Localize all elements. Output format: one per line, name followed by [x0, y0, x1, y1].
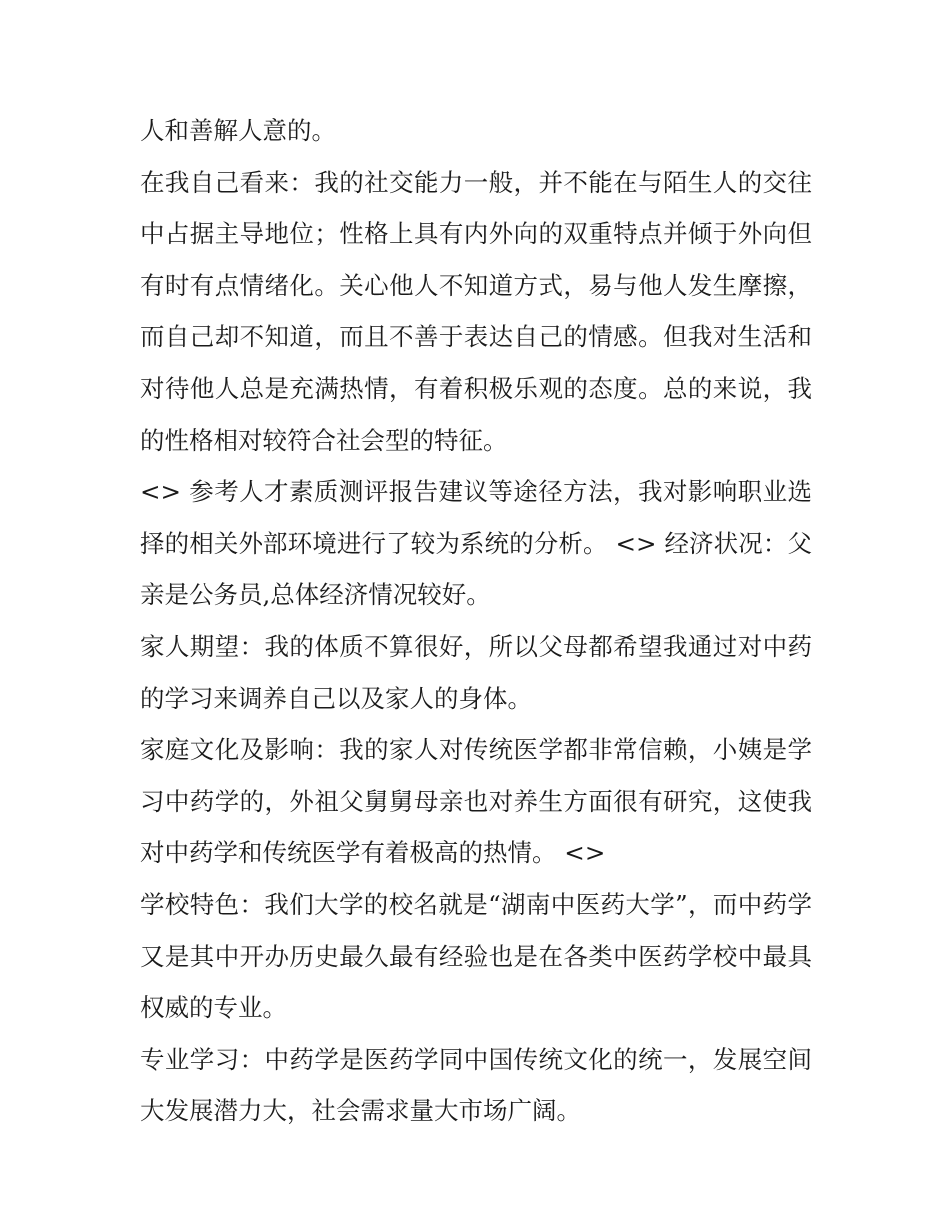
text-line: 习中药学的，外祖父舅舅母亲也对养生方面很有研究，这使我 — [140, 786, 812, 816]
text-line: 对待他人总是充满热情，有着积极乐观的态度。总的来说，我 — [140, 373, 812, 403]
text-line: 而自己却不知道，而且不善于表达自己的情感。但我对生活和 — [140, 322, 812, 352]
text-line: 专业学习：中药学是医药学同中国传统文化的统一，发展空间 — [140, 1044, 812, 1074]
paragraph-personality-end — [140, 105, 812, 157]
text-line: 学校特色：我们大学的校名就是“湖南中医药大学”，而中药学 — [140, 889, 812, 919]
text-line: 家人期望：我的体质不算很好，所以父母都希望我通过对中药 — [140, 631, 812, 661]
text-line: 对中药学和传统医学有着极高的热情。 <> — [140, 838, 606, 868]
text-line: 家庭文化及影响：我的家人对传统医学都非常信赖，小姨是学 — [140, 735, 812, 765]
text-line: 亲是公务员,总体经济情况较好。 — [140, 580, 491, 610]
paragraph-external-environment — [140, 466, 812, 621]
text-line: 大发展潜力大，社会需求量大市场广阔。 — [140, 1096, 581, 1126]
text-line: 择的相关外部环境进行了较为系统的分析。 <> 经济状况：父 — [140, 528, 812, 558]
paragraph-family-culture — [140, 724, 812, 879]
text-line: 有时有点情绪化。关心他人不知道方式，易与他人发生摩擦， — [140, 270, 812, 300]
paragraph-family-expectation — [140, 621, 812, 724]
text-line: 在我自己看来：我的社交能力一般，并不能在与陌生人的交往 — [140, 167, 812, 197]
paragraph-self-assessment — [140, 157, 812, 467]
paragraph-major-study — [140, 1034, 812, 1137]
text-line: 人和善解人意的。 — [140, 116, 336, 145]
text-line: 权威的专业。 — [140, 993, 287, 1023]
text-line: 的性格相对较符合社会型的特征。 — [140, 425, 508, 455]
text-line: 中占据主导地位；性格上具有内外向的双重特点并倾于外向但 — [140, 219, 812, 249]
text-line: 的学习来调养自己以及家人的身体。 — [140, 683, 532, 713]
paragraph-school-feature — [140, 879, 812, 1034]
document-body — [140, 105, 812, 1137]
text-line: <> 参考人才素质测评报告建议等途径方法，我对影响职业选 — [140, 477, 812, 507]
text-line: 又是其中开办历史最久最有经验也是在各类中医药学校中最具 — [140, 941, 812, 971]
